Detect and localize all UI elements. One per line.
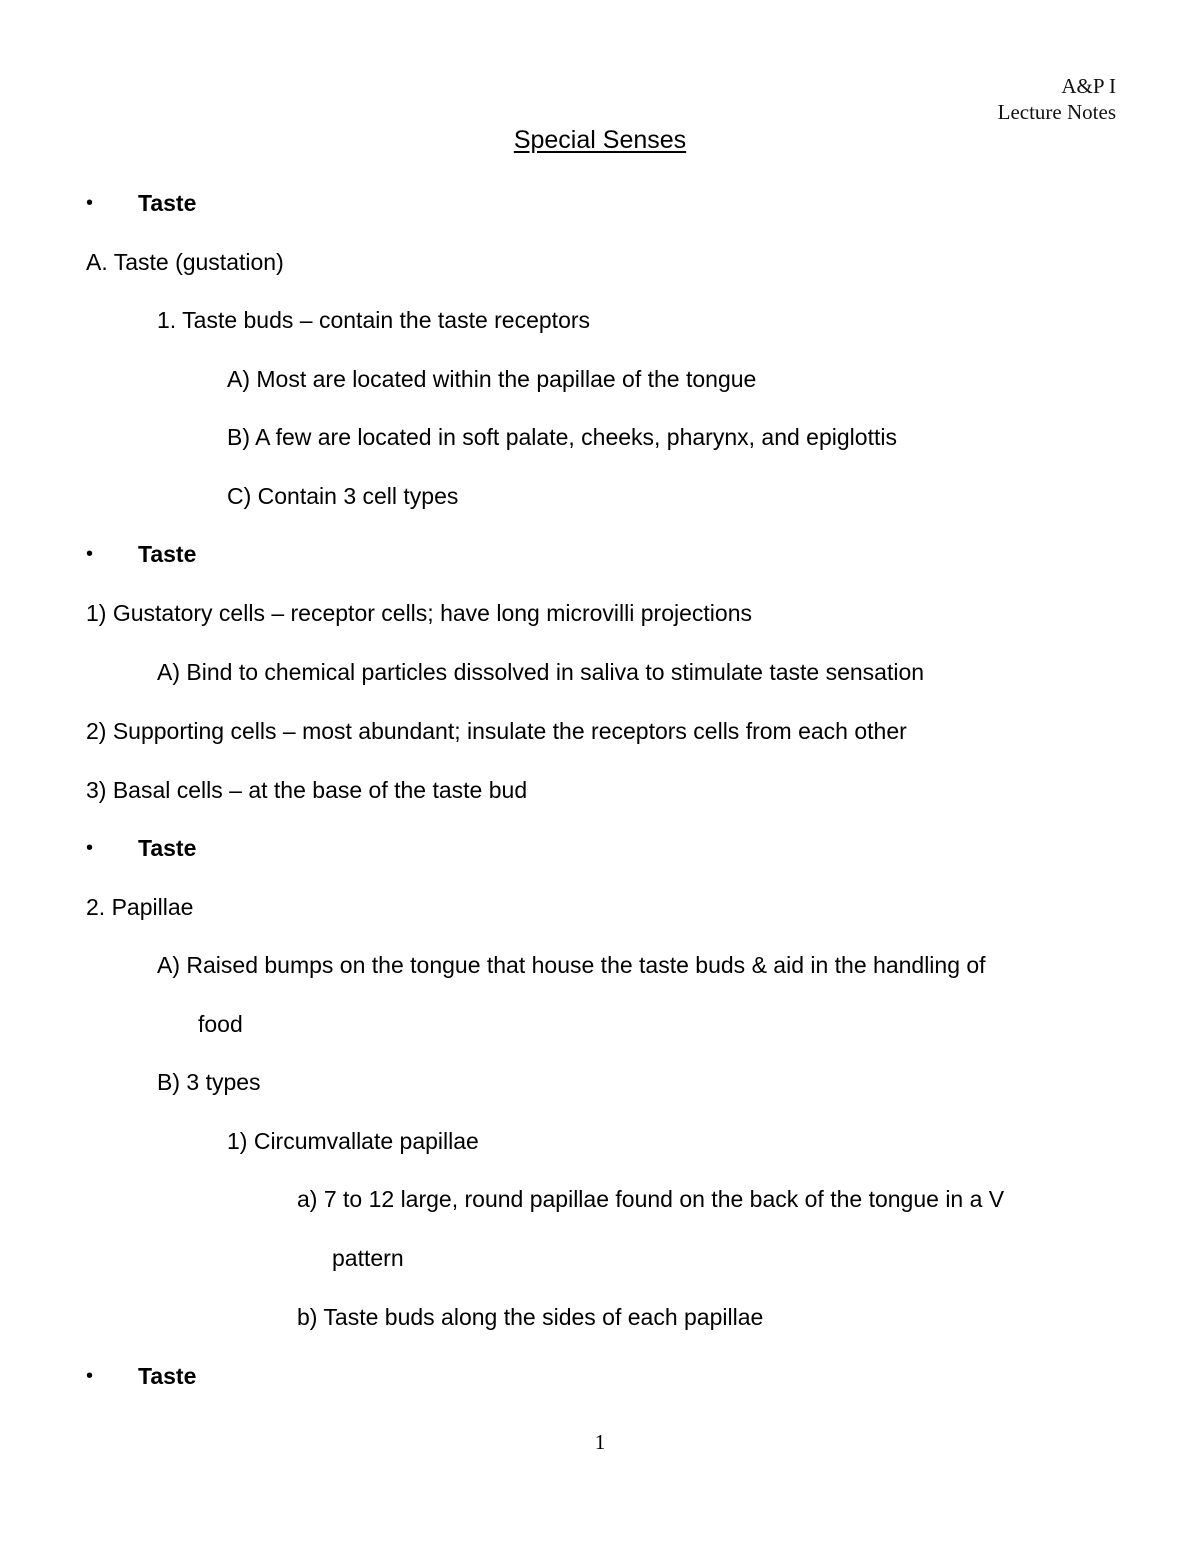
bullet-icon: • (86, 837, 94, 859)
bullet-heading-text: Taste (138, 1363, 197, 1389)
page-title: Special Senses (513, 126, 687, 154)
outline-line: A) Most are located within the papillae of the tongue (227, 366, 757, 392)
outline-line: C) Contain 3 cell types (227, 483, 459, 509)
outline-line: B) 3 types (157, 1069, 261, 1095)
bullet-icon: • (86, 543, 94, 565)
outline-line: 2) Supporting cells – most abundant; insulate the receptors cells from each other (86, 718, 907, 744)
outline-line: 1) Circumvallate papillae (227, 1128, 479, 1154)
outline-line: A) Raised bumps on the tongue that house the taste buds & aid in the handling of (157, 952, 986, 978)
outline-line: B) A few are located in soft palate, cheeks, pharynx, and epiglottis (227, 424, 897, 450)
outline-line: b) Taste buds along the sides of each papillae (297, 1304, 764, 1330)
outline-line: a) 7 to 12 large, round papillae found on the back of the tongue in a V (297, 1186, 1005, 1212)
bullet-heading-text: Taste (138, 190, 197, 216)
outline-line: food (198, 1011, 243, 1037)
outline-line: 3) Basal cells – at the base of the taste bud (86, 777, 528, 803)
outline-line: 2. Papillae (86, 894, 194, 920)
outline-line: A) Bind to chemical particles dissolved in saliva to stimulate taste sensation (157, 659, 925, 685)
page-header (998, 73, 1116, 125)
outline-line: pattern (332, 1245, 404, 1271)
bullet-heading-text: Taste (138, 541, 197, 567)
bullet-heading-text: Taste (138, 835, 197, 861)
bullet-icon: • (86, 1365, 94, 1387)
course-label: A&P I (1061, 74, 1116, 98)
page-number: 1 (594, 1430, 606, 1454)
bullet-icon: • (86, 192, 94, 214)
doc-type-label: Lecture Notes (997, 100, 1116, 124)
outline-line: 1) Gustatory cells – receptor cells; have long microvilli projections (86, 600, 752, 626)
outline-line: 1. Taste buds – contain the taste receptors (157, 307, 591, 333)
outline-line: A. Taste (gustation) (86, 249, 284, 275)
